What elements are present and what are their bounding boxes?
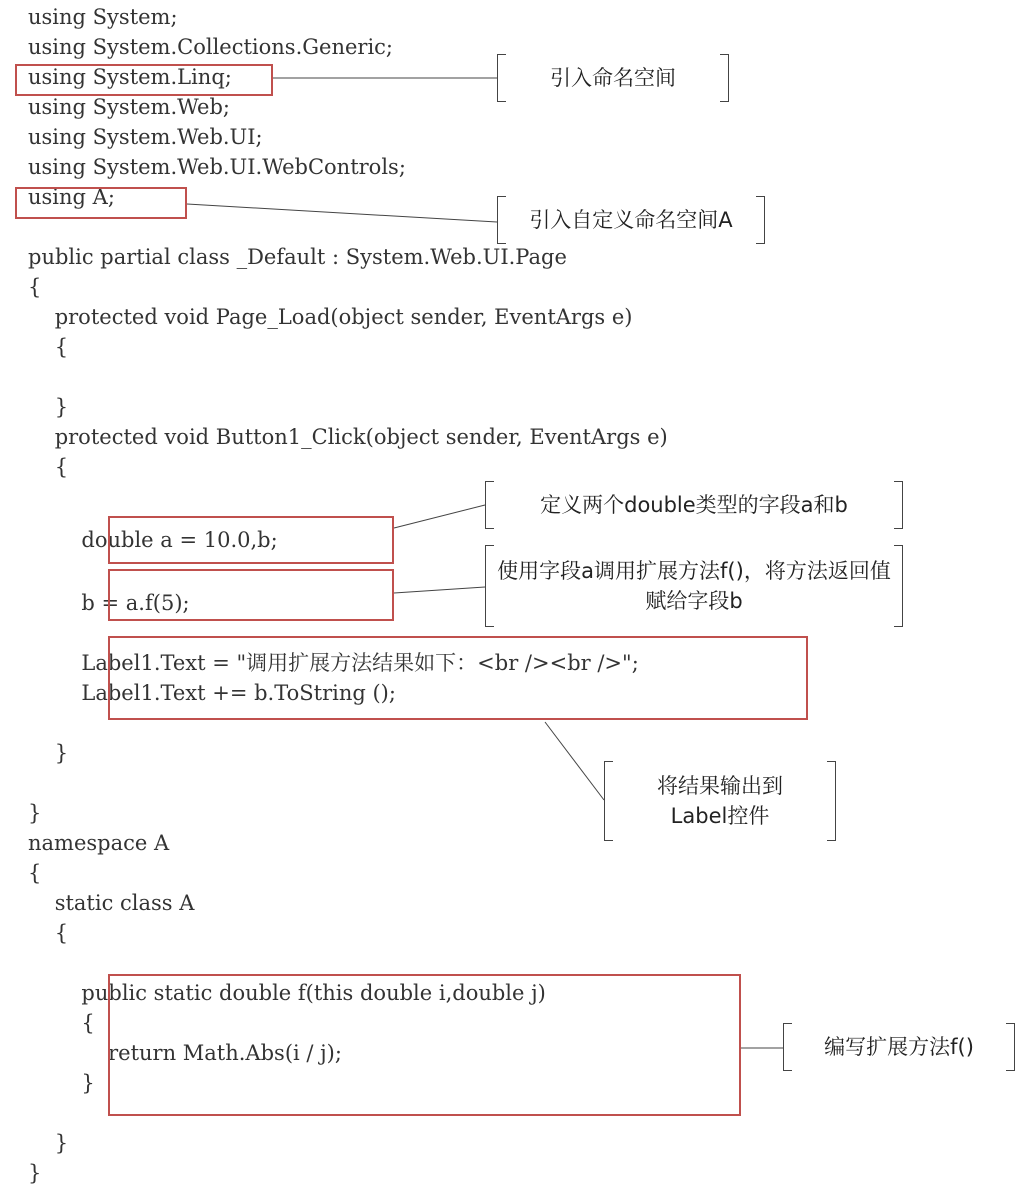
code-line-call: b = a.f(5); (28, 591, 190, 615)
code-line: return Math.Abs(i / j); (28, 1041, 342, 1065)
code-line: using System.Collections.Generic; (28, 35, 393, 59)
code-line: static class A (28, 891, 195, 915)
code-line: using System.Web.UI.WebControls; (28, 155, 406, 179)
code-line: } (28, 395, 69, 419)
code-line: } (28, 1131, 69, 1155)
code-line: { (28, 275, 42, 299)
code-line: } (28, 1071, 95, 1095)
code-line: } (28, 1161, 42, 1185)
note-define-fields: 定义两个double类型的字段a和b (485, 482, 903, 528)
connector-line (187, 204, 497, 222)
code-line: using System; (28, 5, 178, 29)
code-line: { (28, 455, 69, 479)
note-output-label: 将结果输出到Label控件 (604, 762, 836, 840)
note-import-namespace: 引入命名空间 (497, 55, 729, 101)
note-call-extension: 使用字段a调用扩展方法f()，将方法返回值赋给字段b (485, 546, 903, 626)
connector-line (394, 587, 485, 593)
note-write-extension: 编写扩展方法f() (783, 1024, 1015, 1070)
code-line: using System.Web; (28, 95, 230, 119)
note-custom-namespace: 引入自定义命名空间A (497, 197, 765, 243)
connector-line (545, 722, 604, 800)
code-line: Label1.Text = "调用扩展方法结果如下：<br /><br />"; (28, 651, 639, 675)
connector-line (394, 505, 485, 528)
code-line: Label1.Text += b.ToString (); (28, 681, 396, 705)
code-line: { (28, 1011, 95, 1035)
code-line: { (28, 861, 42, 885)
code-line-double: double a = 10.0,b; (28, 528, 278, 552)
code-line: using A; (28, 185, 115, 209)
code-line: public partial class _Default : System.Web.UI.Page (28, 245, 567, 269)
code-line: { (28, 921, 69, 945)
code-line: } (28, 801, 42, 825)
code-line: public static double f(this double i,double j) (28, 981, 546, 1005)
code-line: namespace A (28, 831, 170, 855)
code-line: using System.Linq; (28, 65, 232, 89)
code-line: } (28, 741, 69, 765)
code-line: using System.Web.UI; (28, 125, 263, 149)
code-line: protected void Page_Load(object sender, EventArgs e) (28, 305, 633, 329)
code-line: { (28, 335, 69, 359)
code-line: protected void Button1_Click(object sender, EventArgs e) (28, 425, 668, 449)
